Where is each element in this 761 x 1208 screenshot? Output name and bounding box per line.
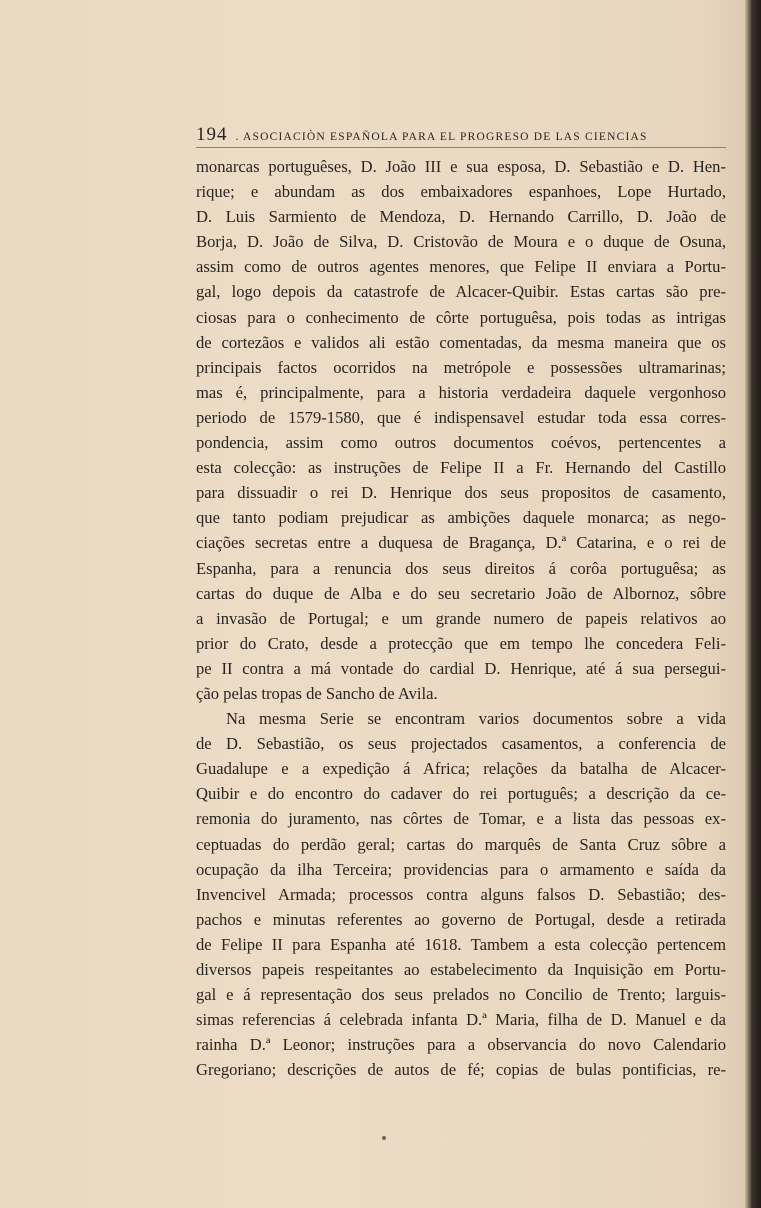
text-line: Guadalupe e a expedição á Africa; relações da batalha de Alcacer- [196, 759, 726, 779]
text-line: a invasão de Portugal; e um grande numero de papeis relativos ao [196, 608, 726, 628]
text-line: pachos e minutas referentes ao governo de Portugal, desde a retirada [196, 909, 726, 929]
text-line: monarcas portuguêses, D. João III e sua esposa, D. Sebastião e D. Hen- [196, 157, 726, 176]
text-line: ocupação da ilha Terceira; providencias para o armamento e saída da [196, 859, 726, 879]
text-line: diversos papeis respeitantes ao estabelecimento da Inquisição em Portu- [196, 960, 726, 979]
text-line: Invencivel Armada; processos contra alguns falsos D. Sebastião; des- [196, 884, 726, 904]
page-edge-shadow [745, 0, 761, 1208]
text-line: remonia do juramento, nas côrtes de Tomar, e a lista das pessoas ex- [196, 809, 726, 829]
text-line: pondencia, assim como outros documentos coévos, pertencentes a [196, 433, 726, 453]
text-line: periodo de 1579-1580, que é indispensavel estudar toda essa corres- [196, 407, 726, 427]
text-line: ção pelas tropas de Sancho de Avila. [196, 683, 438, 703]
text-line: rique; e abundam as dos embaixadores espanhoes, Lope Hurtado, [196, 182, 726, 202]
text-line: ciosas para o conhecimento de côrte portuguêsa, pois todas as intrigas [196, 307, 726, 327]
text-line: para dissuadir o rei D. Henrique dos seus propositos de casamento, [196, 483, 726, 503]
text-line: de cortezãos e validos ali estão comentadas, da mesma maneira que os [196, 332, 726, 352]
page-number: 194 [196, 124, 228, 145]
text-line: esta colecção: as instruções de Felipe II a Fr. Hernando del Castillo [196, 458, 726, 478]
text-line: de D. Sebastião, os seus projectados casamentos, a conferencia de [196, 734, 726, 754]
body-text [196, 154, 726, 1082]
text-line: gal, logo depois da catastrofe de Alcacer-Quibir. Estas cartas são pre- [196, 282, 726, 302]
text-line: prior do Crato, desde a protecção que em tempo lhe concedera Feli- [196, 633, 726, 653]
text-line: ceptuadas do perdão geral; cartas do marquês de Santa Cruz sôbre a [196, 834, 726, 854]
text-line: Borja, D. João de Silva, D. Cristovão de Moura e o duque de Osuna, [196, 232, 726, 252]
page-dot-mark [382, 1136, 386, 1140]
text-line: gal e á representação dos seus prelados no Concilio de Trento; larguis- [196, 985, 726, 1005]
text-line: assim como de outros agentes menores, que Felipe II enviara a Portu- [196, 257, 726, 277]
text-line: Espanha, para a renuncia dos seus direitos á corôa portuguêsa; as [196, 558, 726, 578]
text-line: Gregoriano; descrições de autos de fé; copias de bulas pontificias, re- [196, 1060, 726, 1080]
text-line: ciações secretas entre a duquesa de Bragança, D.ª Catarina, e o rei de [196, 533, 726, 553]
text-line: cartas do duque de Alba e do seu secretario João de Albornoz, sôbre [196, 583, 726, 603]
running-header [196, 124, 726, 146]
text-line: Na mesma Serie se encontram varios documentos sobre a vida [226, 709, 726, 729]
text-line: pe II contra a má vontade do cardial D. Henrique, até á sua persegui- [196, 658, 726, 678]
text-line: de Felipe II para Espanha até 1618. Tambem a esta colecção pertencem [196, 934, 726, 954]
text-line: mas é, principalmente, para a historia verdadeira daquele vergonhoso [196, 382, 726, 402]
header-rule [196, 147, 726, 148]
text-line: D. Luis Sarmiento de Mendoza, D. Hernando Carrillo, D. João de [196, 207, 726, 227]
text-line: Quibir e do encontro do cadaver do rei português; a descrição da ce- [196, 784, 726, 804]
text-line: que tanto podiam prejudicar as ambições daquele monarca; as nego- [196, 508, 726, 528]
text-line: principais factos ocorridos na metrópole e possessões ultramarinas; [196, 357, 726, 377]
running-title: . ASOCIACIÒN ESPAÑOLA PARA EL PROGRESO DE LAS CIENCIAS [235, 131, 648, 143]
text-line: simas referencias á celebrada infanta D.ª Maria, filha de D. Manuel e da [196, 1010, 726, 1030]
text-line: rainha D.ª Leonor; instruções para a observancia do novo Calendario [196, 1035, 726, 1055]
